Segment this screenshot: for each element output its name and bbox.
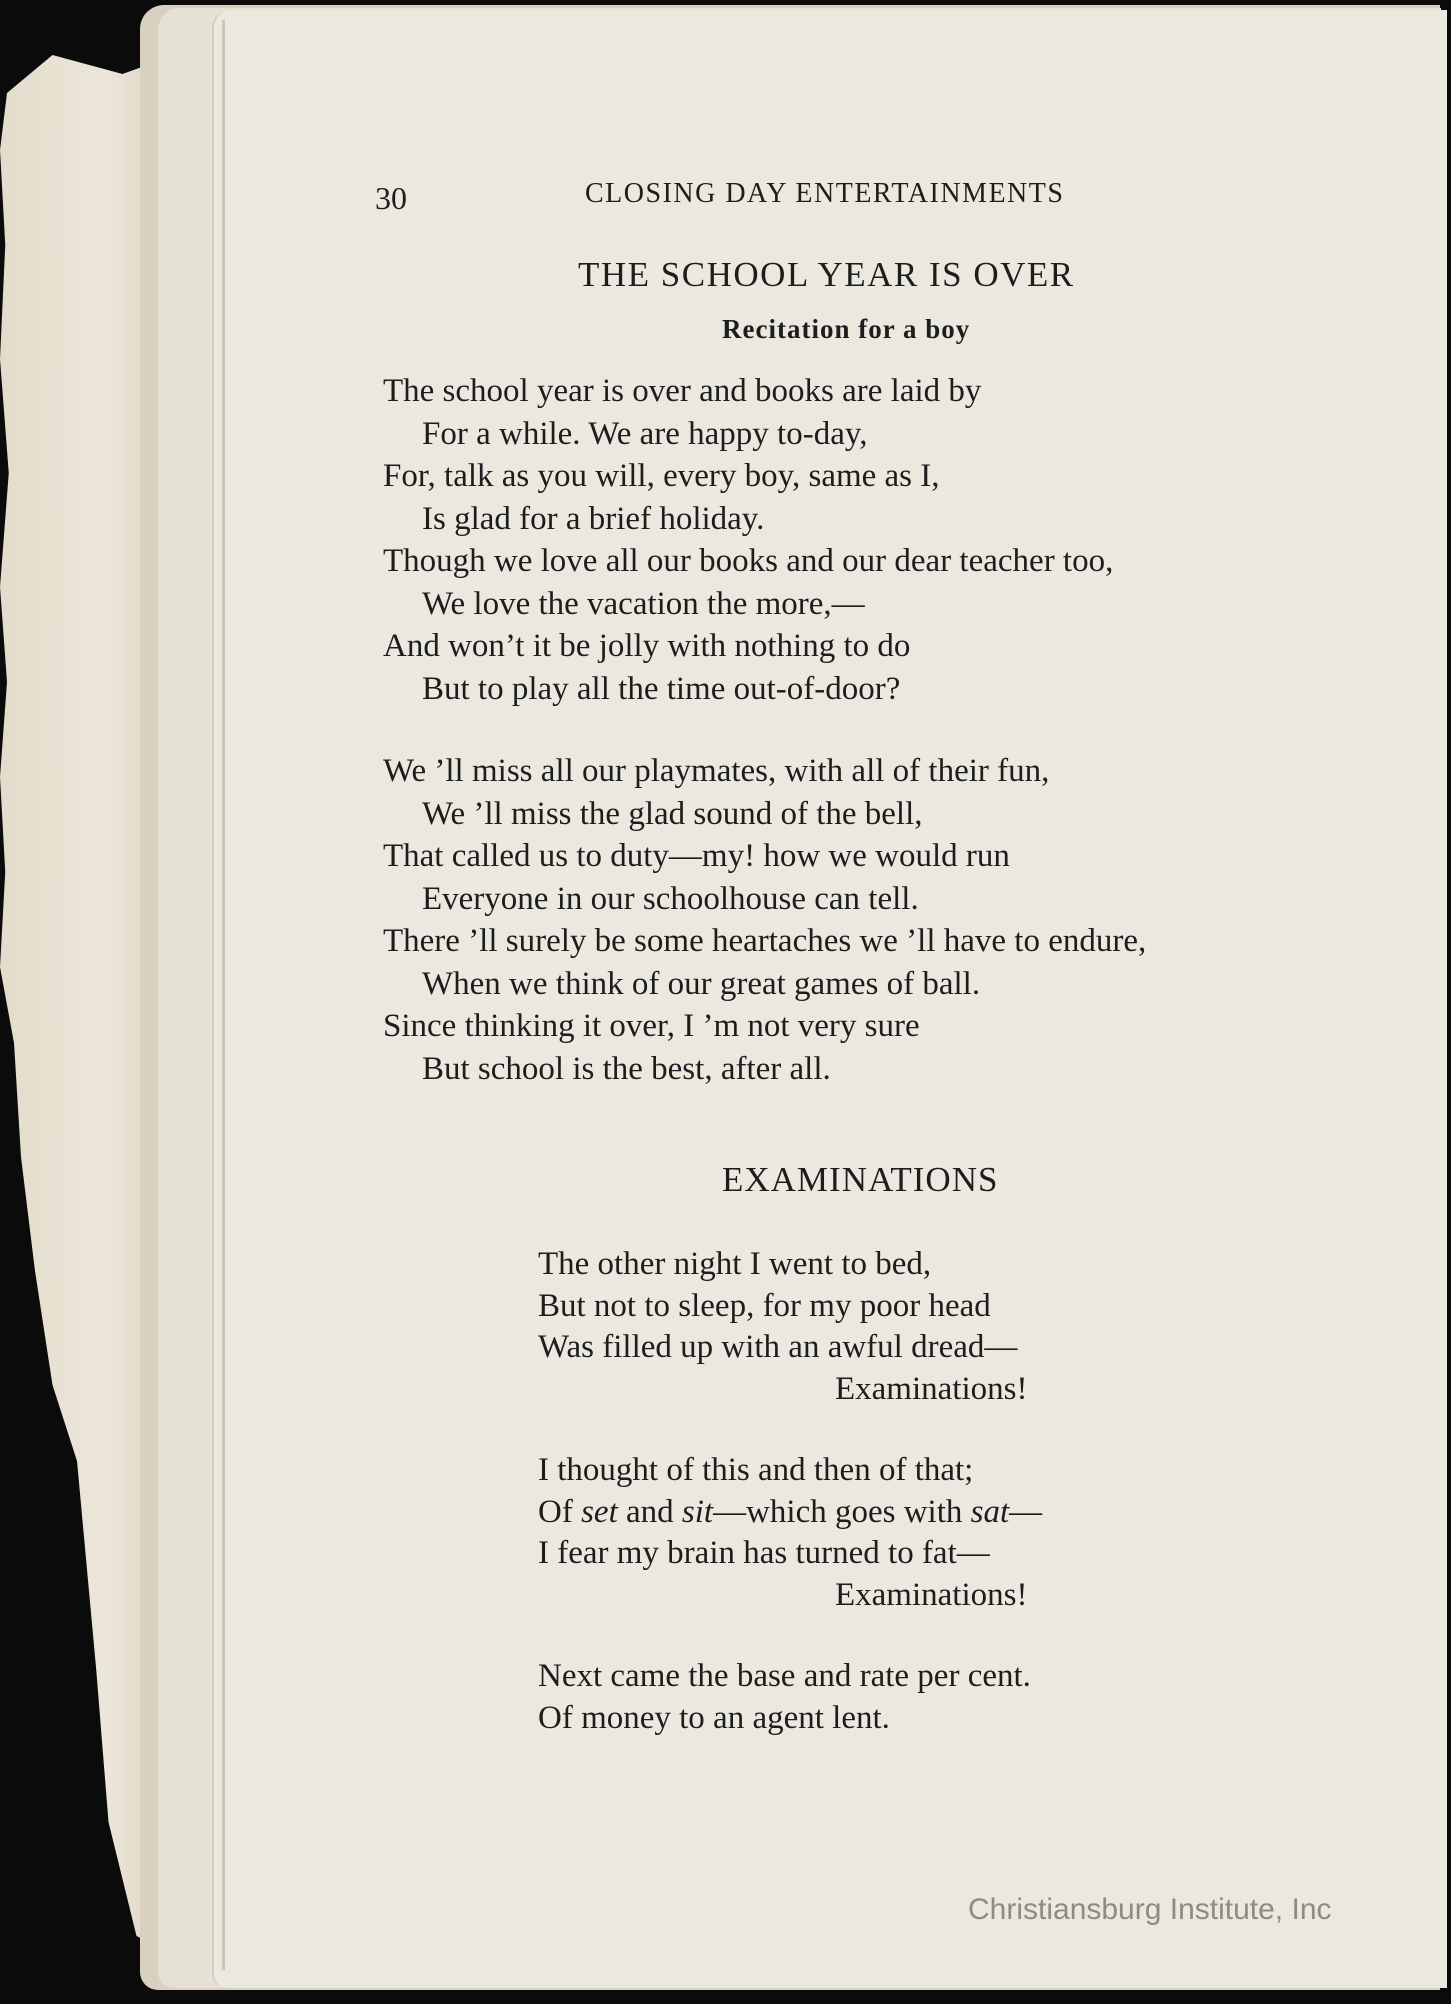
poem-line: For, talk as you will, every boy, same as I, <box>383 458 940 494</box>
poem-title-school-year: THE SCHOOL YEAR IS OVER <box>578 255 1075 294</box>
poem-line: And won’t it be jolly with nothing to do <box>383 628 911 664</box>
poem-line: Everyone in our schoolhouse can tell. <box>422 880 919 917</box>
poem-refrain: Examinations! <box>835 1370 1028 1407</box>
poem-line: Since thinking it over, I ’m not very sure <box>383 1008 920 1044</box>
poem-line: There ’ll surely be some heartaches we ’ll have to endure, <box>383 923 1147 959</box>
poem-line: Is glad for a brief holiday. <box>422 500 765 537</box>
poem-school-year <box>383 370 1146 1090</box>
text-run: and <box>617 1493 682 1530</box>
running-head: CLOSING DAY ENTERTAINMENTS <box>585 178 1065 209</box>
poem-line: Of money to an agent lent. <box>538 1699 890 1736</box>
stanza-break <box>538 1616 1042 1656</box>
poem-line: We ’ll miss the glad sound of the bell, <box>422 795 923 832</box>
poem-line: We ’ll miss all our playmates, with all of their fun, <box>383 753 1050 789</box>
poem-line: We love the vacation the more,— <box>422 585 865 622</box>
italic-word: sat <box>970 1493 1010 1530</box>
text-run: —which goes with <box>713 1493 971 1530</box>
poem-line: The school year is over and books are laid by <box>383 373 982 409</box>
poem-line: When we think of our great games of ball. <box>422 965 981 1002</box>
poem-line: But school is the best, after all. <box>422 1050 831 1087</box>
watermark-text: Christiansburg Institute, Inc <box>968 1893 1332 1926</box>
poem-line: Was filled up with an awful dread— <box>538 1329 1018 1365</box>
poem-line: But not to sleep, for my poor head <box>538 1287 991 1324</box>
poem-line: For a while. We are happy to-day, <box>422 415 868 452</box>
poem-title-examinations: EXAMINATIONS <box>722 1160 999 1199</box>
poem-examinations <box>538 1244 1042 1739</box>
poem-line: The other night I went to bed, <box>538 1246 932 1282</box>
page-number: 30 <box>375 180 407 216</box>
italic-word: sit <box>681 1493 714 1530</box>
text-run: — <box>1009 1493 1043 1530</box>
poem-line: Though we love all our books and our dear teacher too, <box>383 543 1114 579</box>
poem-line: Next came the base and rate per cent. <box>538 1658 1031 1694</box>
poem-line-italic-words <box>538 1492 1042 1534</box>
poem-line: I fear my brain has turned to fat— <box>538 1535 990 1571</box>
stanza-break <box>383 710 1146 750</box>
italic-word: set <box>581 1493 618 1530</box>
poem-subtitle: Recitation for a boy <box>722 314 971 344</box>
poem-line: I thought of this and then of that; <box>538 1452 974 1488</box>
poem-refrain: Examinations! <box>835 1576 1028 1613</box>
text-run: Of <box>538 1493 582 1530</box>
poem-line: But to play all the time out-of-door? <box>422 670 901 707</box>
poem-line: That called us to duty—my! how we would run <box>383 838 1010 874</box>
stanza-break <box>538 1410 1042 1450</box>
